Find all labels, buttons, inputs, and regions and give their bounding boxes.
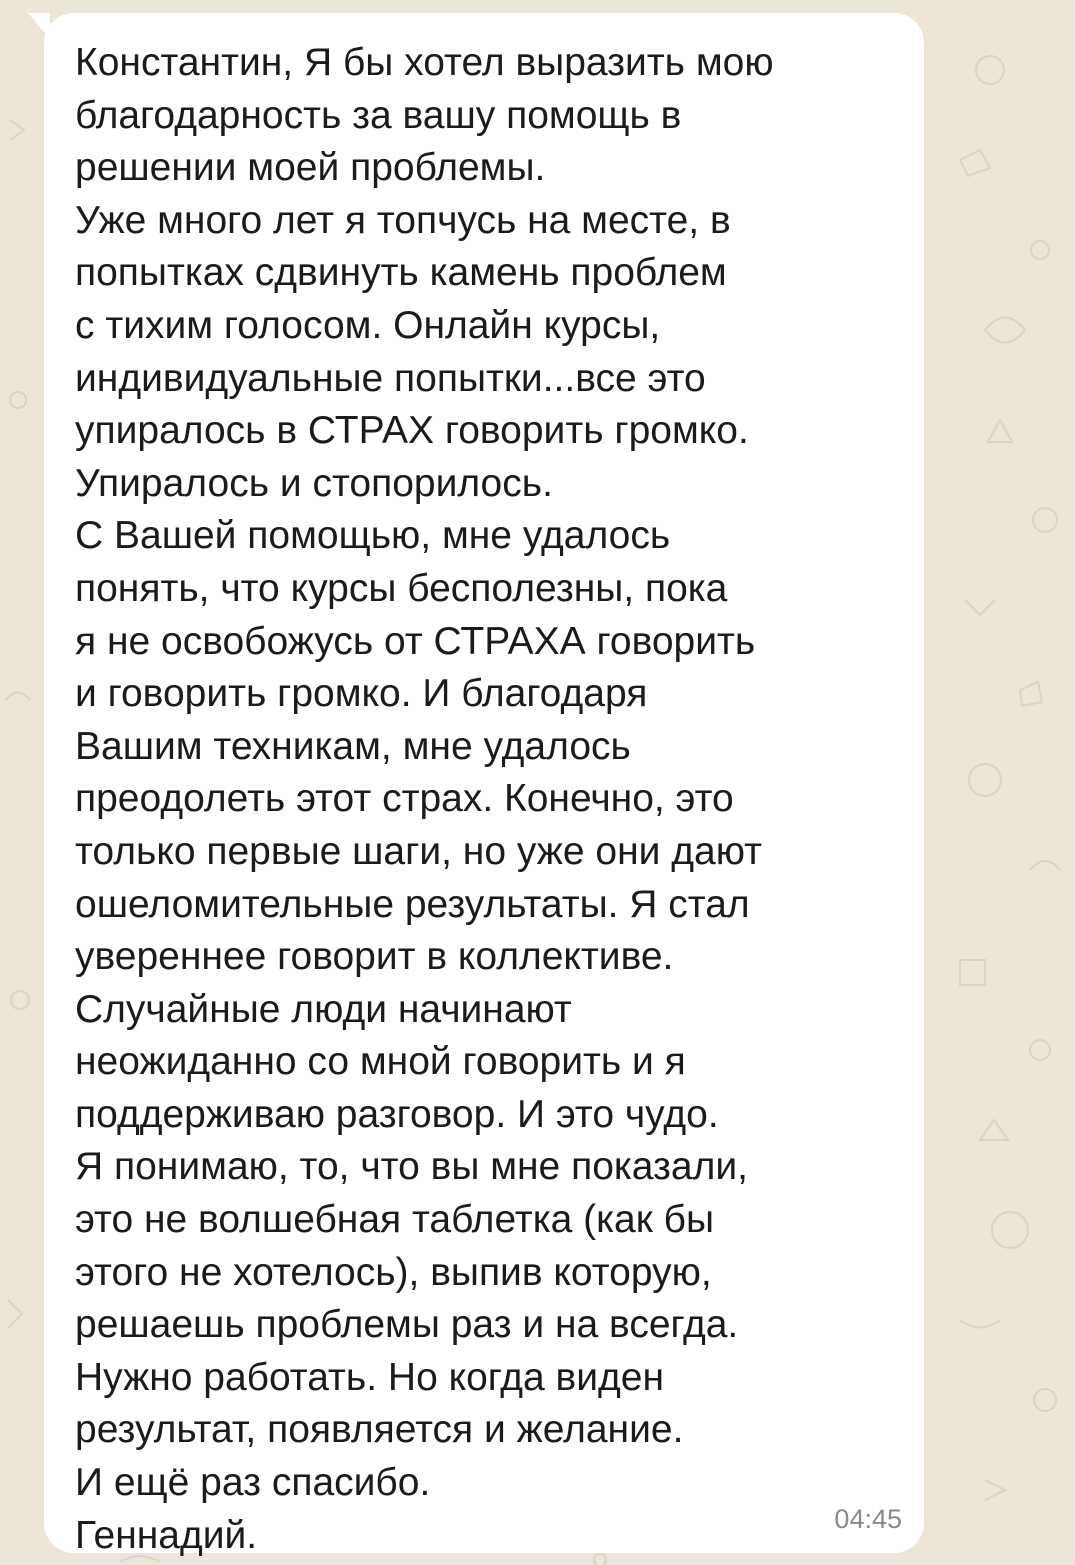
message-line: и говорить громко. И благодаря xyxy=(75,672,648,716)
message-line: Геннадий. xyxy=(75,1513,258,1557)
message-line: понять, что курсы бесполезны, пока xyxy=(75,566,728,610)
message-line: увереннее говорит в коллективе. xyxy=(75,935,674,979)
message-line: индивидуальные попытки...все это xyxy=(75,356,706,400)
message-line: И ещё раз спасибо. xyxy=(75,1461,431,1505)
message-line: Я понимаю, то, что вы мне показали, xyxy=(75,1145,748,1189)
message-line: только первые шаги, но уже они дают xyxy=(75,829,762,873)
message-line: это не волшебная таблетка (как бы xyxy=(75,1198,715,1242)
message-line: я не освобожусь от СТРАХА говорить xyxy=(75,619,756,663)
message-line: преодолеть этот страх. Конечно, это xyxy=(75,777,734,821)
message-line: попытках сдвинуть камень проблем xyxy=(75,251,727,295)
message-line: с тихим голосом. Онлайн курсы, xyxy=(75,303,661,347)
message-line: результат, появляется и желание. xyxy=(75,1408,684,1452)
message-line: Вашим техникам, мне удалось xyxy=(75,724,631,768)
message-text xyxy=(75,37,924,1562)
message-line: Константин, Я бы хотел выразить мою xyxy=(75,41,774,84)
message-line: этого не хотелось), выпив которую, xyxy=(75,1250,712,1294)
message-line: Упиралось и стопорилось. xyxy=(75,461,553,505)
message-line: решаешь проблемы раз и на всегда. xyxy=(75,1303,739,1347)
message-line: Нужно работать. Но когда виден xyxy=(75,1355,665,1399)
message-line: поддерживаю разговор. И это чудо. xyxy=(75,1092,719,1136)
message-line: решении моей проблемы. xyxy=(75,146,546,190)
message-line: Уже много лет я топчусь на месте, в xyxy=(75,198,731,242)
message-line: упиралось в СТРАХ говорить громко. xyxy=(75,409,749,453)
message-line: ошеломительные результаты. Я стал xyxy=(75,882,750,926)
message-bubble[interactable] xyxy=(44,13,924,1557)
message-line: С Вашей помощью, мне удалось xyxy=(75,514,671,558)
message-line: Случайные люди начинают xyxy=(75,987,572,1031)
message-timestamp: 04:45 xyxy=(834,1504,902,1534)
message-line: благодарность за вашу помощь в xyxy=(75,93,682,137)
message-line: неожиданно со мной говорить и я xyxy=(75,1040,686,1084)
